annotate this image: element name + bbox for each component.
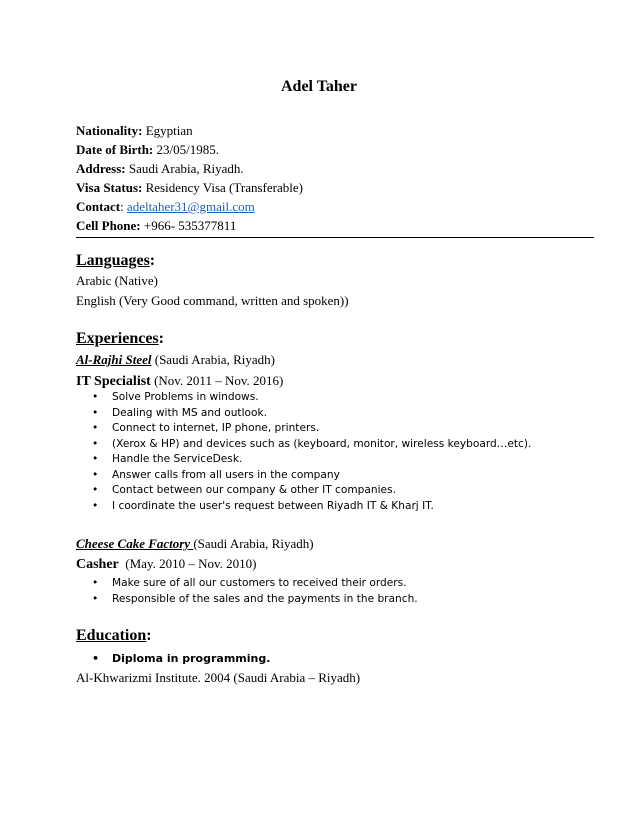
contact-line	[76, 197, 303, 216]
personal-info	[76, 121, 303, 235]
languages-heading-text: Languages	[76, 252, 150, 269]
bullet-icon: •	[92, 453, 99, 465]
duty-item	[92, 592, 418, 608]
job-1-location: (Saudi Arabia, Riyadh)	[151, 352, 275, 367]
bullet-icon: •	[92, 577, 99, 589]
phone-value: +966- 535377811	[140, 218, 237, 233]
nationality-label: Nationality:	[76, 123, 143, 138]
address-line	[76, 159, 303, 178]
education-item-text: Diploma in programming.	[112, 652, 271, 665]
duty-item	[92, 421, 531, 437]
job-2-role: Casher	[76, 557, 119, 572]
phone-label: Cell Phone:	[76, 218, 141, 233]
bullet-icon: •	[92, 499, 99, 512]
duty-text: Answer calls from all users in the company	[112, 468, 340, 481]
bullet-icon: •	[92, 468, 99, 481]
bullet-icon: •	[92, 592, 99, 605]
duty-text: Responsible of the sales and the payments in the branch.	[112, 592, 418, 605]
duty-item	[92, 406, 531, 422]
duty-text: (Xerox & HP) and devices such as (keyboard, monitor, wireless keyboard…etc).	[112, 437, 532, 450]
languages-heading-colon: :	[149, 252, 156, 269]
bullet-icon: •	[92, 422, 99, 434]
education-heading-colon: :	[146, 627, 152, 644]
job-2-duties	[92, 576, 418, 607]
dob-value: 23/05/1985.	[153, 142, 219, 157]
job-1-company: Al-Rajhi Steel	[76, 352, 152, 367]
education-heading	[76, 627, 152, 645]
duty-item	[92, 452, 531, 468]
job-1-company-line	[76, 352, 275, 368]
duty-text: Make sure of all our customers to received their orders.	[112, 577, 407, 589]
language-arabic: Arabic (Native)	[76, 273, 158, 288]
education-detail: Al-Khwarizmi Institute. 2004 (Saudi Arabia – Riyadh)	[76, 670, 361, 685]
visa-label: Visa Status:	[76, 180, 143, 195]
duty-item	[92, 437, 531, 453]
duty-item	[92, 483, 531, 499]
duty-text: Contact between our company & other IT companies.	[112, 484, 396, 496]
bullet-icon: •	[92, 652, 100, 665]
experiences-heading-text: Experiences	[76, 330, 159, 347]
experiences-heading-colon: :	[158, 330, 164, 347]
dob-line	[76, 140, 303, 159]
job-2-role-line	[76, 556, 256, 573]
job-2-company-line	[76, 536, 314, 552]
divider	[76, 237, 594, 238]
address-value: Saudi Arabia, Riyadh.	[125, 161, 244, 176]
job-1-duties	[92, 390, 531, 514]
job-1-period: (Nov. 2011 – Nov. 2016)	[150, 373, 284, 388]
education-heading-text: Education	[76, 627, 147, 644]
duty-item	[92, 468, 531, 484]
job-1-role: IT Specialist	[76, 374, 151, 389]
visa-value: Residency Visa (Transferable)	[142, 180, 303, 195]
duty-text: Solve Problems in windows.	[112, 391, 259, 403]
duty-text: I coordinate the user's request between Riyadh IT & Kharj IT.	[112, 499, 434, 512]
language-english: English (Very Good command, written and spoken))	[76, 293, 349, 308]
duty-text: Connect to internet, IP phone, printers.	[112, 422, 320, 434]
duty-text: Handle the ServiceDesk.	[112, 453, 243, 465]
job-2-period: (May. 2010 – Nov. 2010)	[118, 556, 257, 571]
visa-line	[76, 178, 303, 197]
address-label: Address:	[76, 161, 126, 176]
nationality-line	[76, 121, 303, 140]
duty-item	[92, 576, 418, 592]
contact-label: Contact	[76, 199, 121, 214]
experiences-heading	[76, 330, 164, 348]
job-2-company: Cheese Cake Factory	[76, 536, 194, 551]
duty-item	[92, 390, 531, 406]
bullet-icon: •	[92, 391, 99, 403]
job-1-role-line	[76, 373, 283, 390]
nationality-value: Egyptian	[142, 123, 193, 138]
contact-sep: :	[120, 199, 127, 214]
dob-label: Date of Birth:	[76, 142, 154, 157]
duty-text: Dealing with MS and outlook.	[112, 406, 267, 419]
bullet-icon: •	[92, 406, 99, 419]
duty-item	[92, 499, 531, 515]
email-link[interactable]: adeltaher31@gmail.com	[126, 199, 255, 214]
phone-line	[76, 216, 303, 235]
job-2-location: (Saudi Arabia, Riyadh)	[193, 536, 314, 551]
resume-name: Adel Taher	[280, 78, 357, 95]
bullet-icon: •	[92, 437, 99, 450]
bullet-icon: •	[92, 484, 99, 496]
languages-heading	[76, 252, 155, 270]
education-item	[92, 652, 270, 665]
